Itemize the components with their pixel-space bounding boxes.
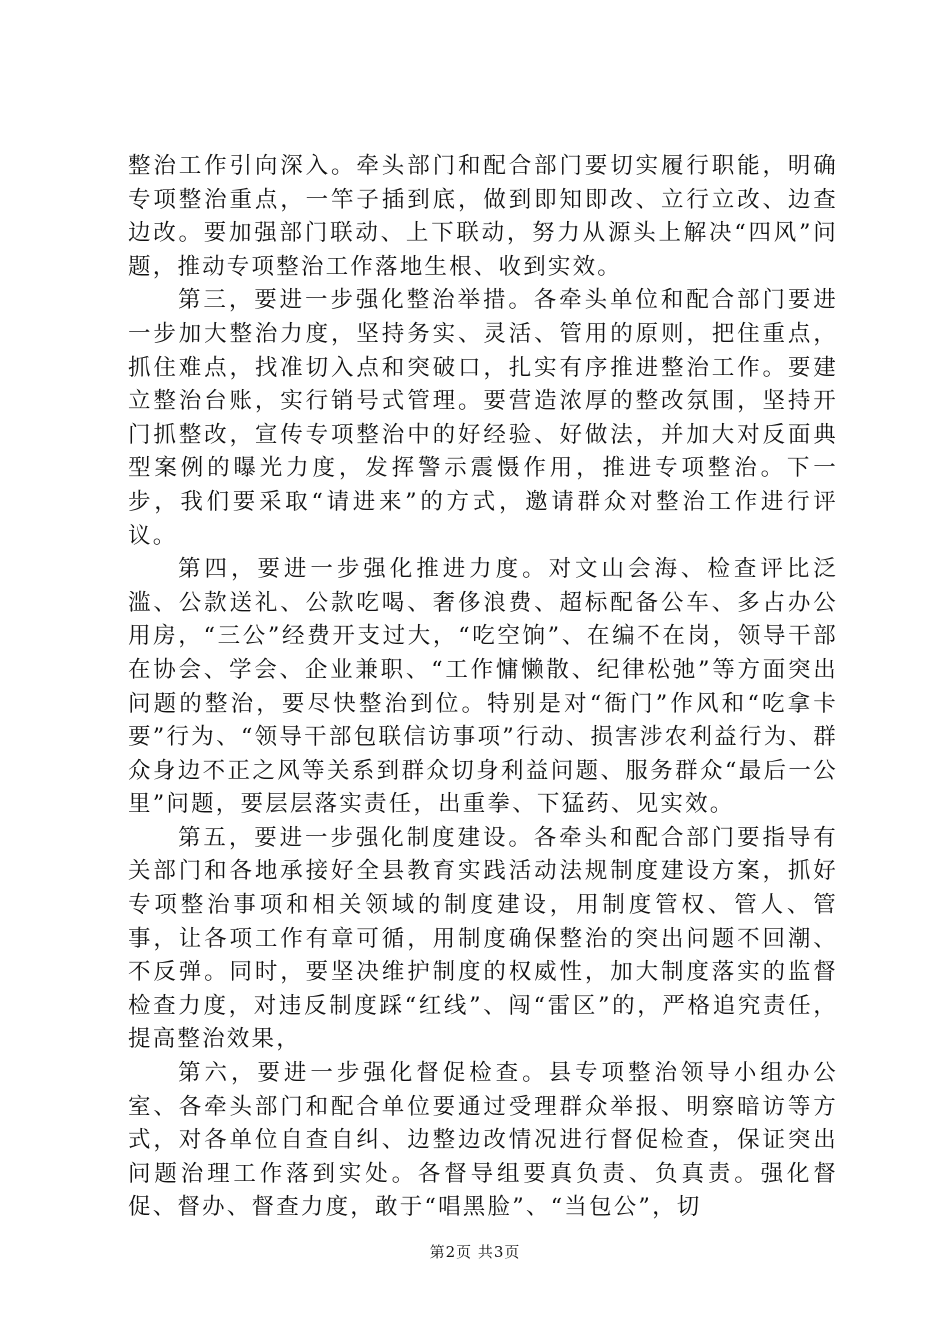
- paragraph-3: 第四，要进一步强化推进力度。对文山会海、检查评比泛滥、公款送礼、公款吃喝、奢侈浪费、超标配备公车、多占办公用房，“三公”经费开支过大，“吃空饷”、在编不在岗，领导干部在协会、学会、企业兼职、“工作慵懒散、纪律松弛”等方面突出问题的整治，要尽快整治到位。特别是对“衙门”作风和“吃拿卡要”行为、“领导干部包联信访事项”行动、损害涉农利益行为、群众身边不正之风等关系到群众切身利益问题、服务群众“最后一公里”问题，要层层落实责任，出重拳、下猛药、见实效。: [128, 556, 838, 818]
- paragraph-1: 整治工作引向深入。牵头部门和配合部门要切实履行职能，明确专项整治重点，一竿子插到底，做到即知即改、立行立改、边查边改。要加强部门联动、上下联动，努力从源头上解决“四风”问题，推动专项整治工作落地生根、收到实效。: [128, 153, 838, 280]
- page-number-footer: 第2页 共3页: [429, 1243, 521, 1261]
- paragraph-2: 第三，要进一步强化整治举措。各牵头单位和配合部门要进一步加大整治力度，坚持务实、灵活、管用的原则，把住重点，抓住难点，找准切入点和突破口，扎实有序推进整治工作。要建立整治台账，实行销号式管理。要营造浓厚的整改氛围，坚持开门抓整改，宣传专项整治中的好经验、好做法，并加大对反面典型案例的曝光力度，发挥警示震慑作用，推进专项整治。下一步，我们要采取“请进来”的方式，邀请群众对整治工作进行评议。: [128, 287, 838, 549]
- paragraph-5: 第六，要进一步强化督促检查。县专项整治领导小组办公室、各牵头部门和配合单位要通过受理群众举报、明察暗访等方式，对各单位自查自纠、边整边改情况进行督促检查，保证突出问题治理工作落到实处。各督导组要真负责、负真责。强化督促、督办、督查力度，敢于“唱黑脸”、“当包公”，切: [128, 1060, 838, 1221]
- paragraph-4: 第五，要进一步强化制度建设。各牵头和配合部门要指导有关部门和各地承接好全县教育实践活动法规制度建设方案，抓好专项整治事项和相关领域的制度建设，用制度管权、管人、管事，让各项工作有章可循，用制度确保整治的突出问题不回潮、不反弹。同时，要坚决维护制度的权威性，加大制度落实的监督检查力度，对违反制度踩“红线”、闯“雷区”的，严格追究责任，提高整治效果，: [128, 824, 838, 1053]
- document-body: [128, 150, 838, 1225]
